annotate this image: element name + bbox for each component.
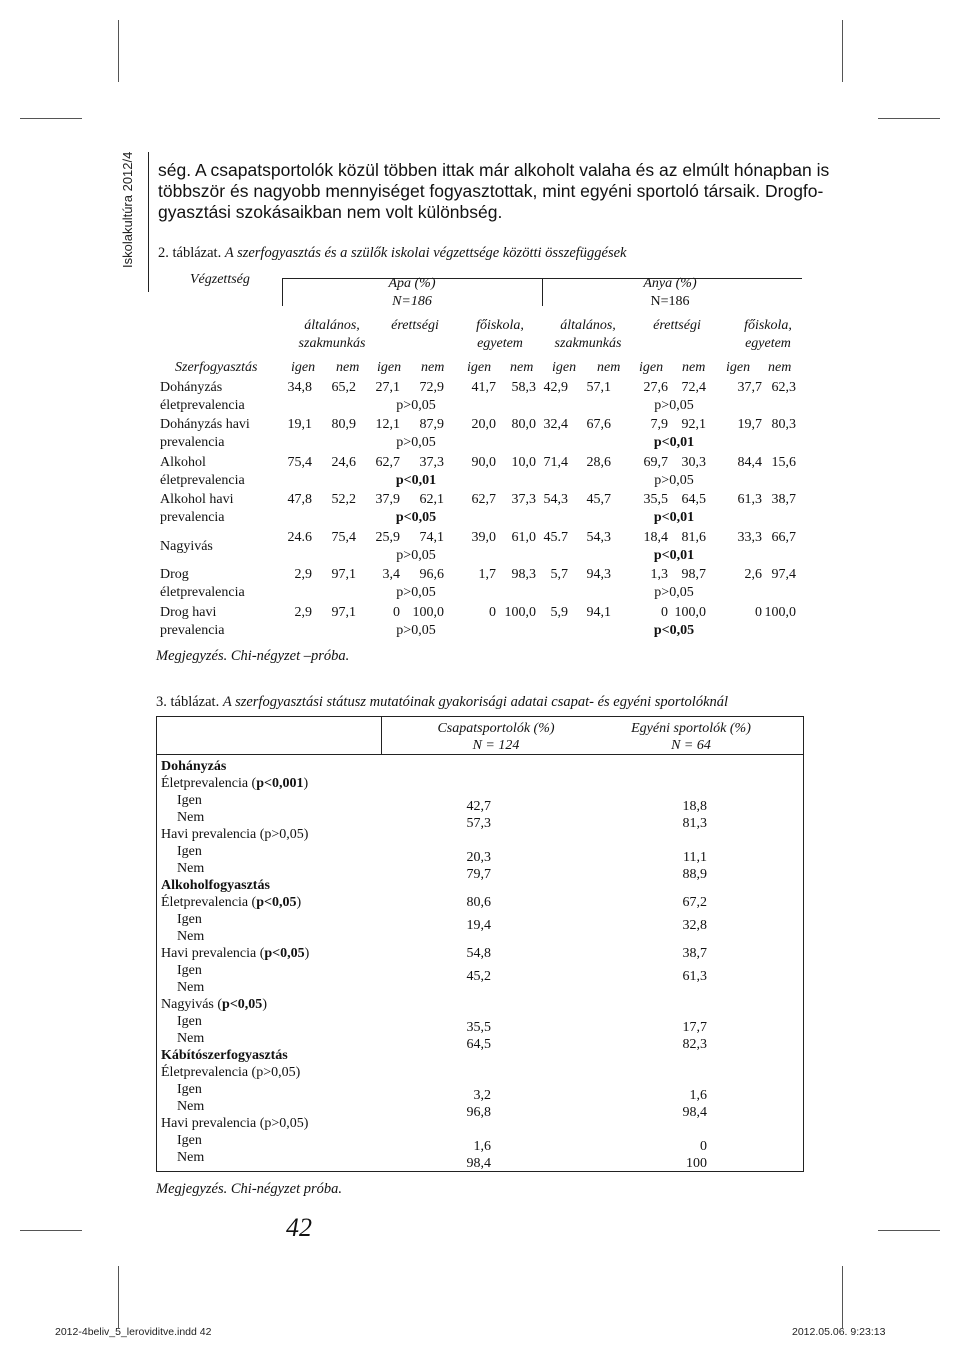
table2-value-cell: 96,6 xyxy=(419,567,444,582)
table3-value-individual: 38,7 xyxy=(682,946,707,961)
table3-value-team: 96,8 xyxy=(466,1105,491,1120)
table2-value-cell: 97,4 xyxy=(771,567,796,582)
table3-sub-label-text: Nagyivás ( xyxy=(161,997,223,1012)
table2-value-cell: 0 xyxy=(755,605,762,620)
table3-rule xyxy=(157,754,381,755)
table3-value-team: 80,6 xyxy=(466,895,491,910)
table2-value-cell: 37,7 xyxy=(737,380,762,395)
table2-value-cell: 39,0 xyxy=(471,530,496,545)
table2-caption-label: 2. táblázat. xyxy=(158,245,222,261)
running-head-rule xyxy=(148,152,149,292)
table3-row-label: Nem xyxy=(177,861,205,876)
crop-mark xyxy=(842,20,843,82)
table2-value-cell: 72,4 xyxy=(681,380,706,395)
table3-value-individual: 100 xyxy=(686,1156,707,1171)
table2-value-cell: 61,0 xyxy=(511,530,536,545)
running-head-text: Iskolakultúra 2012/4 xyxy=(120,151,135,268)
table3-value-team: 57,3 xyxy=(466,816,491,831)
body-paragraph xyxy=(158,160,830,223)
table2-p-value: p<0,01 xyxy=(653,510,695,525)
table3-value-individual: 67,2 xyxy=(682,895,707,910)
body-line: többször és nagyobb mennyiséget fogyasztottak, mint egyéni sportoló társaik. Drogfo- xyxy=(158,181,824,201)
footer-timestamp: 2012.05.06. 9:23:13 xyxy=(792,1326,886,1338)
table3-sub-label-text: Havi prevalencia (p>0,05) xyxy=(161,827,309,842)
table2-value-cell: 62,1 xyxy=(419,492,444,507)
table3-sub-label-text: Havi prevalencia (p>0,05) xyxy=(161,1116,309,1131)
table2-p-value: p>0,05 xyxy=(654,585,694,600)
footer-file-name: 2012-4beliv_5_leroviditve.indd 42 xyxy=(55,1326,212,1338)
table2-p-value: p>0,05 xyxy=(396,398,436,413)
table2-igen-nem-header: igen xyxy=(639,360,664,375)
table2-value-cell: 10,0 xyxy=(511,455,536,470)
table3-value-individual: 1,6 xyxy=(689,1088,707,1103)
table2-igen-nem-header: igen xyxy=(467,360,492,375)
table2-value-cell: 72,9 xyxy=(419,380,444,395)
table2-igen-nem-header: nem xyxy=(421,360,445,375)
table2-value-cell: 100,0 xyxy=(764,605,796,620)
table2-row-label: prevalencia xyxy=(160,435,225,450)
table2-level-header: egyetem xyxy=(477,336,523,351)
table2-value-cell: 47,8 xyxy=(287,492,312,507)
table3-section-label: Kábítószerfogyasztás xyxy=(161,1048,288,1063)
table3-caption-label: 3. táblázat. xyxy=(156,694,220,710)
table2-level-header: szakmunkás xyxy=(554,336,622,351)
table2-igen-nem-header: nem xyxy=(597,360,621,375)
crop-mark xyxy=(878,118,940,119)
table3-value-team: 98,4 xyxy=(466,1156,491,1171)
crop-mark xyxy=(20,118,82,119)
table3-value-team: 19,4 xyxy=(466,918,491,933)
table3-section-label: Dohányzás xyxy=(161,759,227,774)
table2-value-cell: 19,1 xyxy=(287,417,312,432)
table2-caption xyxy=(158,245,627,262)
table3-sub-label xyxy=(161,1116,308,1132)
table3-value-team: 3,2 xyxy=(473,1088,491,1103)
table2-level-header: általános, xyxy=(560,318,616,333)
table2-igen-nem-header: igen xyxy=(377,360,402,375)
body-line: ség. A csapatsportolók közül többen ittak már alkoholt valaha és az elmúlt hónapban is xyxy=(158,160,830,180)
table2-value-cell: 30,3 xyxy=(681,455,706,470)
table2-p-value: p>0,05 xyxy=(396,585,436,600)
table3-sub-label-text: ) xyxy=(304,946,310,961)
table2-row-label: prevalencia xyxy=(160,623,225,638)
table3-sub-label-text: Havi prevalencia ( xyxy=(161,946,265,961)
table2-p-value: p<0,01 xyxy=(653,548,695,563)
table3-sub-label-text: ) xyxy=(303,776,309,791)
table2-value-cell: 2,6 xyxy=(744,567,762,582)
table2-value-cell: 100,0 xyxy=(412,605,444,620)
table2-value-cell: 34,8 xyxy=(287,380,312,395)
table3-value-individual: 32,8 xyxy=(682,918,707,933)
table2-value-cell: 0 xyxy=(393,605,400,620)
table3-value-team: 35,5 xyxy=(466,1020,491,1035)
table2-value-cell: 32,4 xyxy=(543,417,568,432)
table3-col1-title: Csapatsportolók (%) xyxy=(437,721,555,736)
table3 xyxy=(156,716,804,1172)
table2-level-header: általános, xyxy=(304,318,360,333)
table2-row-label: Alkohol havi xyxy=(160,492,234,507)
table3-sub-label-pvalue: p<0,05 xyxy=(222,997,263,1012)
table2-value-cell: 1,7 xyxy=(478,567,496,582)
table3-sub-label-text: ) xyxy=(296,895,302,910)
table2-value-cell: 52,2 xyxy=(331,492,356,507)
body-line: gyasztási szokásaikban nem volt különbség. xyxy=(158,202,503,222)
table2-igen-nem-header: nem xyxy=(336,360,360,375)
table2-level-header: szakmunkás xyxy=(298,336,366,351)
table2-value-cell: 94,3 xyxy=(586,567,611,582)
table2-row-label: Dohányzás havi xyxy=(160,417,250,432)
table2-row-label: Nagyivás xyxy=(160,539,213,554)
table2-value-cell: 3,4 xyxy=(382,567,400,582)
table3-value-individual: 0 xyxy=(700,1139,707,1154)
table3-row-label: Igen xyxy=(177,1014,202,1029)
table2-level-header: érettségi xyxy=(653,318,701,333)
table2-value-cell: 65,2 xyxy=(331,380,356,395)
table3-sub-label-text: Életprevalencia ( xyxy=(161,895,257,910)
table3-col2-n: N = 64 xyxy=(671,738,711,753)
table3-value-individual: 81,3 xyxy=(682,816,707,831)
table3-section-label: Alkoholfogyasztás xyxy=(161,878,270,893)
table2-value-cell: 94,1 xyxy=(586,605,611,620)
table2-p-value: p>0,05 xyxy=(396,623,436,638)
table2-value-cell: 57,1 xyxy=(586,380,611,395)
table2-value-cell: 75,4 xyxy=(331,530,356,545)
table3-value-individual: 18,8 xyxy=(682,799,707,814)
table2-value-cell: 69,7 xyxy=(643,455,668,470)
table2-value-cell: 0 xyxy=(661,605,668,620)
table2-row-label: Dohányzás xyxy=(160,380,223,395)
table3-value-team: 42,7 xyxy=(466,799,491,814)
table2-value-cell: 0 xyxy=(489,605,496,620)
table3-rule xyxy=(381,754,803,755)
table2-row-label: Alkohol xyxy=(160,455,206,470)
table3-sub-label xyxy=(161,776,308,792)
table3-sub-label xyxy=(161,946,309,962)
page-number: 42 xyxy=(286,1213,312,1242)
table2-value-cell: 18,4 xyxy=(643,530,668,545)
table3-value-individual: 88,9 xyxy=(682,867,707,882)
table2-value-cell: 24.6 xyxy=(287,530,312,545)
table2-p-value: p>0,05 xyxy=(396,548,436,563)
table2-value-cell: 25,9 xyxy=(375,530,400,545)
table3-caption-text: A szerfogyasztási státusz mutatóinak gyakorisági adatai csapat- és egyéni sportolóknál xyxy=(222,694,729,710)
table3-row-label: Nem xyxy=(177,1031,205,1046)
table2-rule-vertical xyxy=(542,278,543,306)
crop-mark xyxy=(118,1266,119,1328)
table2-value-cell: 90,0 xyxy=(471,455,496,470)
table3-sub-label-pvalue: p<0,05 xyxy=(256,895,297,910)
table2-anya-title: Anya (%) xyxy=(643,276,697,291)
table2-p-value: p<0,05 xyxy=(653,623,695,638)
table2-value-cell: 27,1 xyxy=(375,380,400,395)
table3-row-label: Igen xyxy=(177,912,202,927)
table2-value-cell: 66,7 xyxy=(771,530,796,545)
table2-header-szerfogyasztas: Szerfogyasztás xyxy=(175,360,258,375)
table2-igen-nem-header: igen xyxy=(291,360,316,375)
table2-value-cell: 97,1 xyxy=(331,605,356,620)
crop-mark xyxy=(842,1266,843,1328)
table2-value-cell: 84,4 xyxy=(737,455,762,470)
table3-value-team: 1,6 xyxy=(473,1139,491,1154)
table2-value-cell: 1,3 xyxy=(650,567,668,582)
table2-igen-nem-header: igen xyxy=(552,360,577,375)
table2-igen-nem-header: igen xyxy=(726,360,751,375)
table2-value-cell: 62,3 xyxy=(771,380,796,395)
table3-value-team: 45,2 xyxy=(466,969,491,984)
table3-sub-label-text: ) xyxy=(262,997,267,1012)
table2-value-cell: 5,9 xyxy=(550,605,568,620)
table2-igen-nem-header: nem xyxy=(768,360,792,375)
table2-header-vegzettseg: Végzettség xyxy=(190,272,250,287)
table3-value-team: 64,5 xyxy=(466,1037,491,1052)
table2-igen-nem-header: nem xyxy=(510,360,534,375)
table2-value-cell: 42,9 xyxy=(543,380,568,395)
table2-value-cell: 27,6 xyxy=(643,380,668,395)
table2-value-cell: 87,9 xyxy=(419,417,444,432)
table2-value-cell: 67,6 xyxy=(586,417,611,432)
table2-value-cell: 24,6 xyxy=(331,455,356,470)
table3-col2-title: Egyéni sportolók (%) xyxy=(631,721,751,736)
table3-col1-n: N = 124 xyxy=(472,738,520,753)
table2-value-cell: 38,7 xyxy=(771,492,796,507)
table3-row-label: Igen xyxy=(177,844,202,859)
table3-row-label: Nem xyxy=(177,1150,205,1165)
table2-value-cell: 20,0 xyxy=(471,417,496,432)
table2-value-cell: 33,3 xyxy=(737,530,762,545)
table2-value-cell: 19,7 xyxy=(737,417,762,432)
crop-mark xyxy=(878,1230,940,1231)
table2-igen-nem-header: nem xyxy=(682,360,706,375)
table3-value-individual: 82,3 xyxy=(682,1037,707,1052)
table2-value-cell: 41,7 xyxy=(471,380,496,395)
table3-value-individual: 11,1 xyxy=(683,850,707,865)
table2-value-cell: 100,0 xyxy=(674,605,706,620)
table3-sub-label-pvalue: p<0,05 xyxy=(264,946,305,961)
table2-level-header: érettségi xyxy=(391,318,439,333)
crop-mark xyxy=(118,20,119,82)
table2-value-cell: 75,4 xyxy=(287,455,312,470)
table2-row-label: életprevalencia xyxy=(160,473,245,488)
table2-value-cell: 15,6 xyxy=(771,455,796,470)
table2-value-cell: 5,7 xyxy=(550,567,568,582)
table2-value-cell: 35,5 xyxy=(643,492,668,507)
table3-value-team: 54,8 xyxy=(466,946,491,961)
table2-value-cell: 58,3 xyxy=(511,380,536,395)
table2-note: Megjegyzés. Chi-négyzet –próba. xyxy=(156,648,350,664)
table2-p-value: p<0,01 xyxy=(653,435,695,450)
table2-value-cell: 80,0 xyxy=(511,417,536,432)
table3-sub-label xyxy=(161,895,301,911)
table2-row-label: életprevalencia xyxy=(160,585,245,600)
table3-value-team: 79,7 xyxy=(466,867,491,882)
table2-apa-n: N=186 xyxy=(392,294,432,309)
table2-p-value: p>0,05 xyxy=(654,398,694,413)
table2-level-header: egyetem xyxy=(745,336,791,351)
running-head xyxy=(118,150,144,270)
table3-value-team: 20,3 xyxy=(466,850,491,865)
table3-row-label: Igen xyxy=(177,1133,202,1148)
table2-value-cell: 98,7 xyxy=(681,567,706,582)
table2-value-cell: 54,3 xyxy=(586,530,611,545)
table2-value-cell: 37,3 xyxy=(511,492,536,507)
table2-row-label: életprevalencia xyxy=(160,398,245,413)
table2-value-cell: 12,1 xyxy=(375,417,400,432)
table3-sub-label-text: Életprevalencia (p>0,05) xyxy=(161,1065,301,1080)
table2-value-cell: 92,1 xyxy=(681,417,706,432)
table2-value-cell: 98,3 xyxy=(511,567,536,582)
table2-value-cell: 74,1 xyxy=(419,530,444,545)
table2-rule-vertical xyxy=(282,278,283,306)
table2-level-header: főiskola, xyxy=(744,318,792,333)
table3-sub-label-pvalue: p<0,001 xyxy=(256,776,304,791)
table2-row-label: Drog xyxy=(160,567,189,582)
table3-sub-label-text: Életprevalencia ( xyxy=(161,776,257,791)
table2-value-cell: 37,3 xyxy=(419,455,444,470)
table3-value-individual: 17,7 xyxy=(682,1020,707,1035)
table2-anya-n: N=186 xyxy=(650,294,690,309)
table3-caption xyxy=(156,694,728,711)
table2-p-value: p>0,05 xyxy=(396,435,436,450)
table2-value-cell: 81,6 xyxy=(681,530,706,545)
table2-p-value: p<0,05 xyxy=(395,510,437,525)
table2-row-label: Drog havi xyxy=(160,605,217,620)
table2-value-cell: 45.7 xyxy=(543,530,568,545)
table2-value-cell: 61,3 xyxy=(737,492,762,507)
table2-level-header: főiskola, xyxy=(476,318,524,333)
table2-value-cell: 71,4 xyxy=(543,455,568,470)
table3-value-individual: 61,3 xyxy=(682,969,707,984)
table3-rule xyxy=(381,717,382,754)
table2 xyxy=(156,272,804,638)
table2-value-cell: 62,7 xyxy=(375,455,400,470)
table3-row-label: Igen xyxy=(177,963,202,978)
table2-value-cell: 80,3 xyxy=(771,417,796,432)
table3-sub-label xyxy=(161,1065,300,1081)
table3-row-label: Nem xyxy=(177,980,205,995)
crop-mark xyxy=(20,1230,82,1231)
table2-value-cell: 45,7 xyxy=(586,492,611,507)
table2-value-cell: 100,0 xyxy=(504,605,536,620)
table2-apa-title: Apa (%) xyxy=(388,276,436,291)
table3-sub-label xyxy=(161,997,267,1013)
table2-value-cell: 2,9 xyxy=(294,605,312,620)
table3-row-label: Nem xyxy=(177,810,205,825)
table2-value-cell: 28,6 xyxy=(586,455,611,470)
table2-value-cell: 54,3 xyxy=(543,492,568,507)
table3-value-individual: 98,4 xyxy=(682,1105,707,1120)
table2-p-value: p>0,05 xyxy=(654,473,694,488)
table2-caption-text: A szerfogyasztás és a szülők iskolai végzettsége közötti összefüggések xyxy=(224,245,627,261)
table3-sub-label xyxy=(161,827,308,843)
table2-value-cell: 80,9 xyxy=(331,417,356,432)
table2-value-cell: 7,9 xyxy=(650,417,668,432)
table2-value-cell: 64,5 xyxy=(681,492,706,507)
table2-p-value: p<0,01 xyxy=(395,473,437,488)
table2-value-cell: 97,1 xyxy=(331,567,356,582)
table2-row-label: prevalencia xyxy=(160,510,225,525)
table2-value-cell: 37,9 xyxy=(375,492,400,507)
table2-value-cell: 62,7 xyxy=(471,492,496,507)
table2-value-cell: 2,9 xyxy=(294,567,312,582)
table3-row-label: Igen xyxy=(177,793,202,808)
table3-row-label: Nem xyxy=(177,929,205,944)
table3-row-label: Igen xyxy=(177,1082,202,1097)
table3-row-label: Nem xyxy=(177,1099,205,1114)
table3-note: Megjegyzés. Chi-négyzet próba. xyxy=(156,1181,343,1197)
